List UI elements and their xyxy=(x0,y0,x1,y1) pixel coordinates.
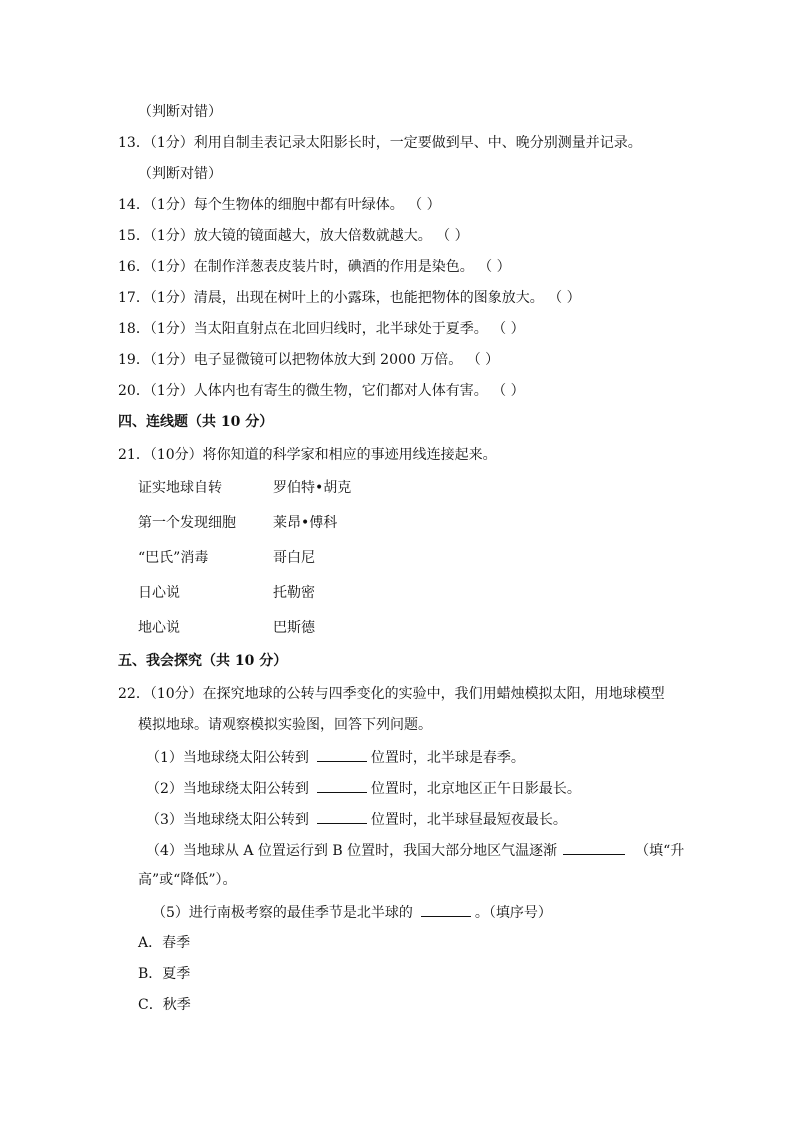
question-17: 17．（1分）清晨，出现在树叶上的小露珠，也能把物体的图象放大。 （ ） xyxy=(118,290,581,306)
answer-blank[interactable] xyxy=(317,747,367,762)
question-21: 21．（10分）将你知道的科学家和相应的事迹用线连接起来。 xyxy=(118,447,497,463)
question-16: 16．（1分）在制作洋葱表皮装片时，碘酒的作用是染色。 （ ） xyxy=(118,259,511,275)
question-22-line-1: 22．（10分）在探究地球的公转与四季变化的实验中，我们用蜡烛模拟太阳，用地球模型 xyxy=(118,686,665,702)
sub-question-3: （3）当地球绕太阳公转到 位置时，北半球昼最短夜最长。 xyxy=(146,809,567,829)
question-19: 19．（1分）电子显微镜可以把物体放大到 2000 万倍。 （ ） xyxy=(118,352,500,368)
question-20: 20．（1分）人体内也有寄生的微生物，它们都对人体有害。 （ ） xyxy=(118,383,525,399)
match-right-item: 托勒密 xyxy=(273,585,315,601)
question-18: 18．（1分）当太阳直射点在北回归线时，北半球处于夏季。 （ ） xyxy=(118,321,525,337)
match-left-item: 日心说 xyxy=(138,585,180,601)
section-heading-inquiry: 五、我会探究（共 10 分） xyxy=(118,653,288,669)
match-right-item: 巴斯德 xyxy=(273,620,315,636)
option-a[interactable]: A．春季 xyxy=(138,935,191,951)
match-left-item: 第一个发现细胞 xyxy=(138,515,236,531)
question-15: 15．（1分）放大镜的镜面越大，放大倍数就越大。 （ ） xyxy=(118,228,469,244)
option-c[interactable]: C．秋季 xyxy=(138,997,191,1013)
answer-blank[interactable] xyxy=(317,778,367,793)
question-13: 13．（1分）利用自制圭表记录太阳影长时，一定要做到早、中、晚分别测量并记录。 xyxy=(118,135,642,151)
judge-hint-12: （判断对错） xyxy=(138,104,222,120)
sub-question-1: （1）当地球绕太阳公转到 位置时，北半球是春季。 xyxy=(146,747,525,767)
match-left-item: “巴氏”消毒 xyxy=(138,550,209,566)
question-14: 14．（1分）每个生物体的细胞中都有叶绿体。 （ ） xyxy=(118,197,441,213)
match-left-item: 证实地球自转 xyxy=(138,480,222,496)
match-right-item: 莱昂•傅科 xyxy=(273,515,338,531)
sub-question-4-continued: 高”或“降低”）。 xyxy=(138,872,237,888)
answer-blank[interactable] xyxy=(421,902,471,917)
match-right-item: 哥白尼 xyxy=(273,550,315,566)
match-left-item: 地心说 xyxy=(138,620,180,636)
judge-hint-13: （判断对错） xyxy=(138,166,222,182)
sub-question-4: （4）当地球从 A 位置运行到 B 位置时，我国大部分地区气温逐渐 （填“升 xyxy=(146,840,684,860)
answer-blank[interactable] xyxy=(563,840,625,855)
answer-blank[interactable] xyxy=(317,809,367,824)
section-heading-matching: 四、连线题（共 10 分） xyxy=(118,414,274,430)
question-22-line-2: 模拟地球。请观察模拟实验图，回答下列问题。 xyxy=(138,717,432,733)
sub-question-5: （5）进行南极考察的最佳季节是北半球的 。（填序号） xyxy=(152,902,552,922)
option-b[interactable]: B．夏季 xyxy=(138,966,191,982)
sub-question-2: （2）当地球绕太阳公转到 位置时，北京地区正午日影最长。 xyxy=(146,778,581,798)
match-right-item: 罗伯特•胡克 xyxy=(273,480,352,496)
